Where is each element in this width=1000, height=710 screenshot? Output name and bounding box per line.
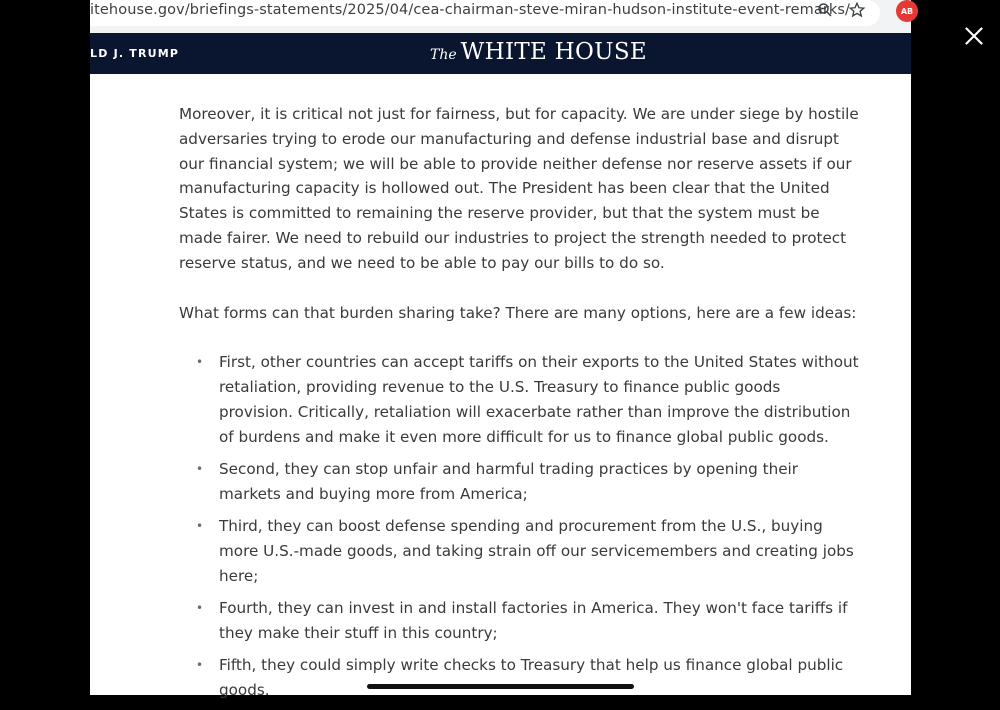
list-item bbox=[179, 350, 859, 449]
bullet-icon: • bbox=[196, 600, 204, 615]
logo-the: The bbox=[430, 47, 457, 63]
bullet-icon: • bbox=[196, 657, 204, 672]
close-icon bbox=[960, 22, 988, 50]
extension-icon[interactable]: AB bbox=[896, 0, 918, 22]
list-item-text: First, other countries can accept tariffs on their exports to the United States without retaliation, providing revenue to the U.S. Treasury to finance public goods provision. Critically, retaliation will exacerbate rather than improve the distribution of burdens and make it even more difficult for us to finance global public goods. bbox=[219, 353, 859, 446]
site-header bbox=[90, 33, 911, 74]
close-viewer-button[interactable] bbox=[960, 22, 988, 50]
header-name[interactable]: LD J. TRUMP bbox=[90, 47, 180, 60]
list-item bbox=[179, 596, 859, 646]
url-text: itehouse.gov/briefings-statements/2025/04/cea-chairman-steve-miran-hudson-institute-event-remarks/ bbox=[90, 2, 851, 18]
bullet-icon: • bbox=[196, 518, 204, 533]
logo-main: WHITE HOUSE bbox=[460, 39, 648, 65]
list-item bbox=[179, 514, 859, 588]
paragraph: Moreover, it is critical not just for fairness, but for capacity. We are under siege by hostile adversaries trying to erode our manufacturing and defense industrial base and disrupt our financial system; we will be able to provide neither defense nor reserve assets if our manufacturing capacity is hollowed out. The President has been clear that the United States is committed to remaining the reserve provider, but that the system must be made fairer. We need to rebuild our industries to project the strength needed to protect reserve status, and we need to be able to pay our bills to do so. bbox=[179, 105, 859, 272]
list-item-text: Second, they can stop unfair and harmful trading practices by opening their markets and buying more from America; bbox=[219, 459, 799, 503]
paragraph: What forms can that burden sharing take? There are many options, here are a few ideas: bbox=[179, 303, 857, 322]
list-item bbox=[179, 653, 859, 703]
list-item-text: Third, they can boost defense spending and procurement from the U.S., buying more U.S.-made goods, and taking strain off our servicemembers and creating jobs here; bbox=[219, 516, 854, 585]
white-house-logo[interactable] bbox=[430, 39, 647, 65]
zoom-icon[interactable] bbox=[816, 1, 834, 19]
list-item bbox=[179, 457, 859, 507]
address-bar bbox=[90, 0, 914, 33]
list-item-text: Fourth, they can invest in and install factories in America. They won't face tariffs if they make their stuff in this country; bbox=[219, 598, 848, 642]
list-item-text: Fifth, they could simply write checks to Treasury that help us finance global public goods. bbox=[219, 655, 844, 699]
article-body bbox=[179, 102, 859, 710]
home-indicator[interactable] bbox=[367, 684, 634, 689]
bullet-icon: • bbox=[196, 461, 204, 476]
star-icon[interactable] bbox=[848, 1, 866, 19]
bullet-icon: • bbox=[196, 355, 204, 370]
ideas-list bbox=[179, 350, 859, 702]
browser-window bbox=[90, 0, 914, 699]
url-field[interactable] bbox=[90, 0, 880, 26]
